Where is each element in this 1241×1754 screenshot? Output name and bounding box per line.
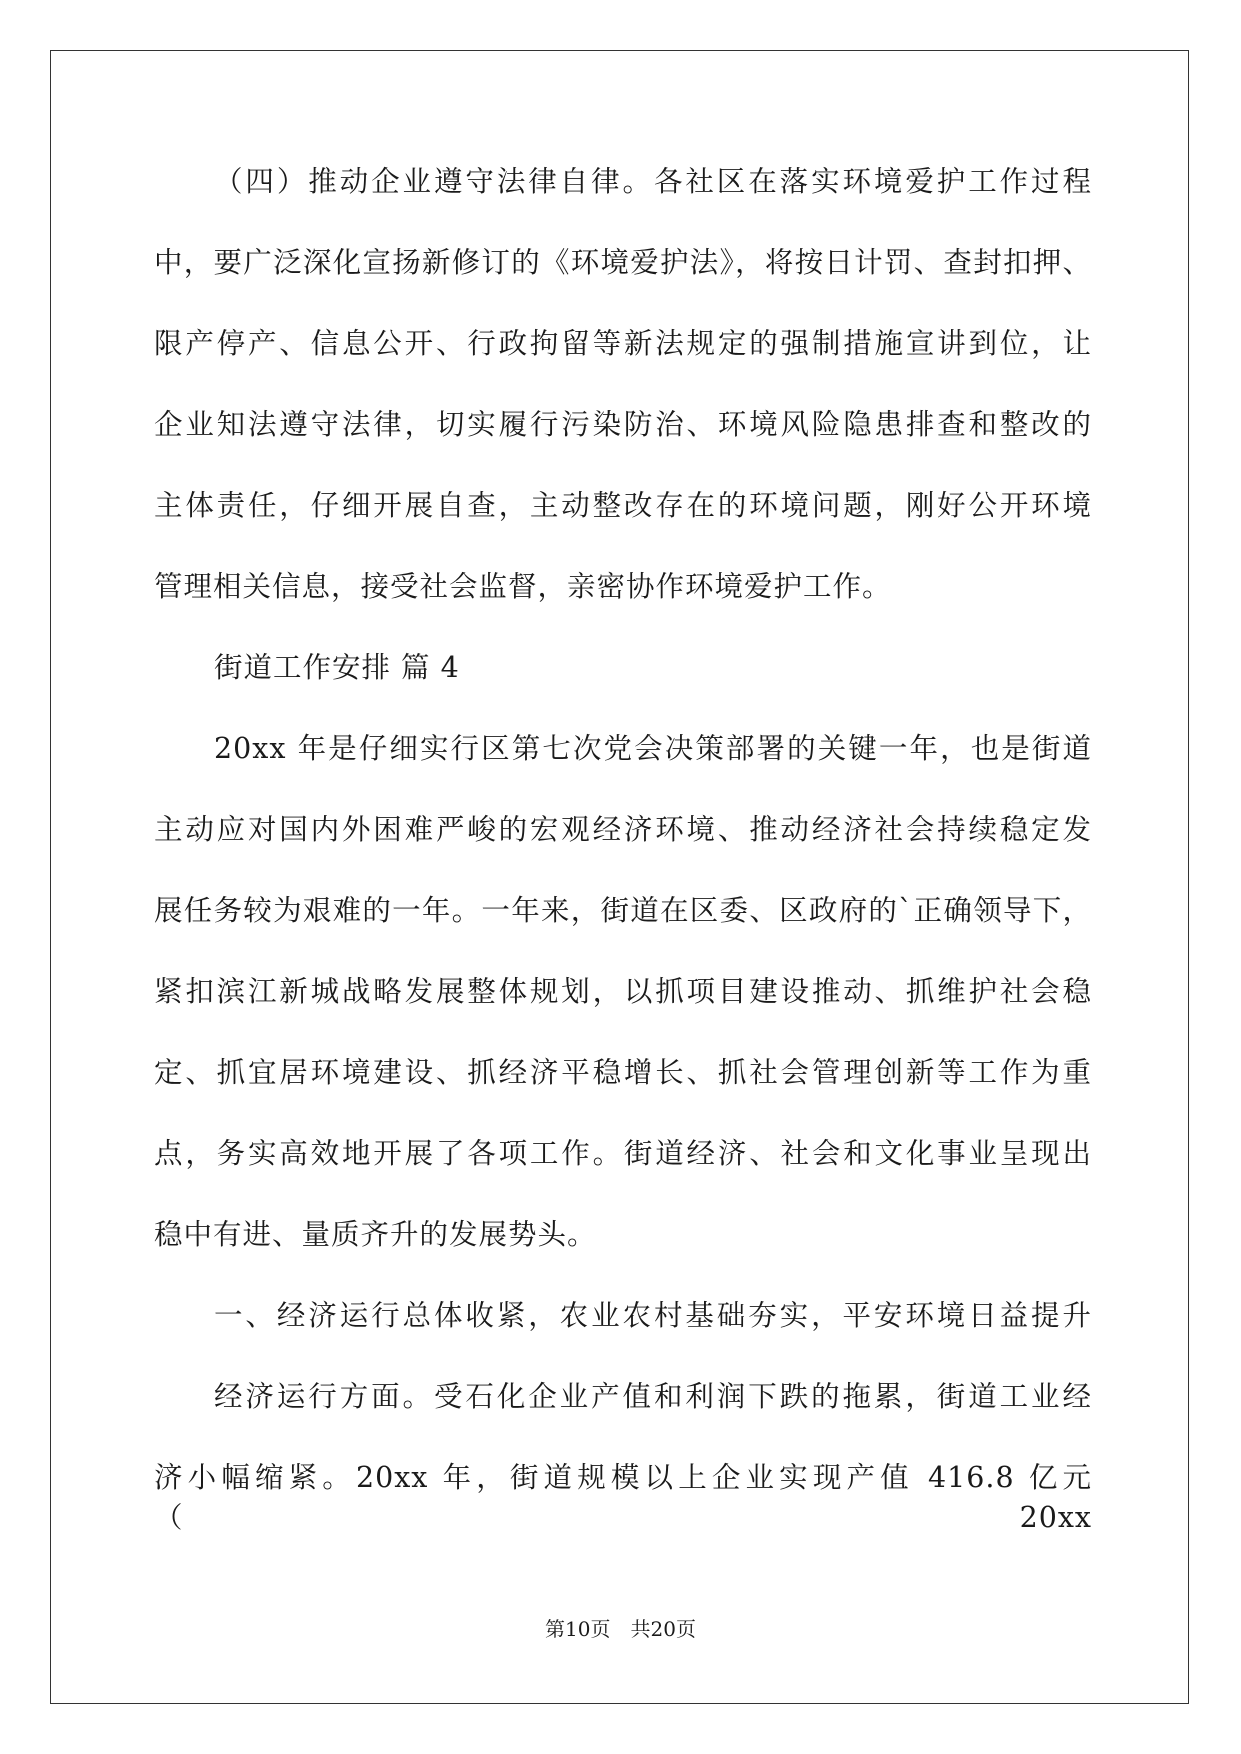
paragraph-line: 定、抓宜居环境建设、抓经济平稳增长、抓社会管理创新等工作为重 — [154, 1056, 1092, 1089]
paragraph-line: 20xx 年是仔细实行区第七次党会决策部署的关键一年，也是街道 — [214, 732, 1092, 765]
paragraph-line: 主体责任，仔细开展自查，主动整改存在的环境问题，刚好公开环境 — [154, 489, 1092, 522]
paragraph-line: 中，要广泛深化宣扬新修订的《环境爱护法》，将按日计罚、查封扣押、 — [154, 246, 1092, 279]
paragraph-line: 紧扣滨江新城战略发展整体规划，以抓项目建设推动、抓维护社会稳 — [154, 975, 1092, 1008]
paragraph-line: 济小幅缩紧。20xx 年，街道规模以上企业实现产值 416.8 亿元（20xx — [154, 1461, 1092, 1534]
section-heading: 街道工作安排 篇 4 — [214, 651, 460, 684]
page-footer: 第10页 共20页 — [545, 1617, 696, 1641]
page-border — [50, 50, 1189, 1704]
paragraph-line: 经济运行方面。受石化企业产值和利润下跌的拖累，街道工业经 — [214, 1380, 1092, 1413]
paragraph-line: 限产停产、信息公开、行政拘留等新法规定的强制措施宣讲到位，让 — [154, 327, 1092, 360]
paragraph-line: 展任务较为艰难的一年。一年来，街道在区委、区政府的`正确领导下， — [154, 894, 1092, 927]
paragraph-line: 稳中有进、量质齐升的发展势头。 — [154, 1218, 597, 1251]
paragraph-line: 主动应对国内外困难严峻的宏观经济环境、推动经济社会持续稳定发 — [154, 813, 1092, 846]
paragraph-line: 管理相关信息，接受社会监督，亲密协作环境爱护工作。 — [154, 570, 892, 603]
paragraph-line: 企业知法遵守法律，切实履行污染防治、环境风险隐患排查和整改的 — [154, 408, 1092, 441]
paragraph-line: （四）推动企业遵守法律自律。各社区在落实环境爱护工作过程 — [214, 165, 1092, 198]
section-heading: 一、经济运行总体收紧，农业农村基础夯实，平安环境日益提升 — [214, 1299, 1092, 1332]
paragraph-line: 点，务实高效地开展了各项工作。街道经济、社会和文化事业呈现出 — [154, 1137, 1092, 1170]
